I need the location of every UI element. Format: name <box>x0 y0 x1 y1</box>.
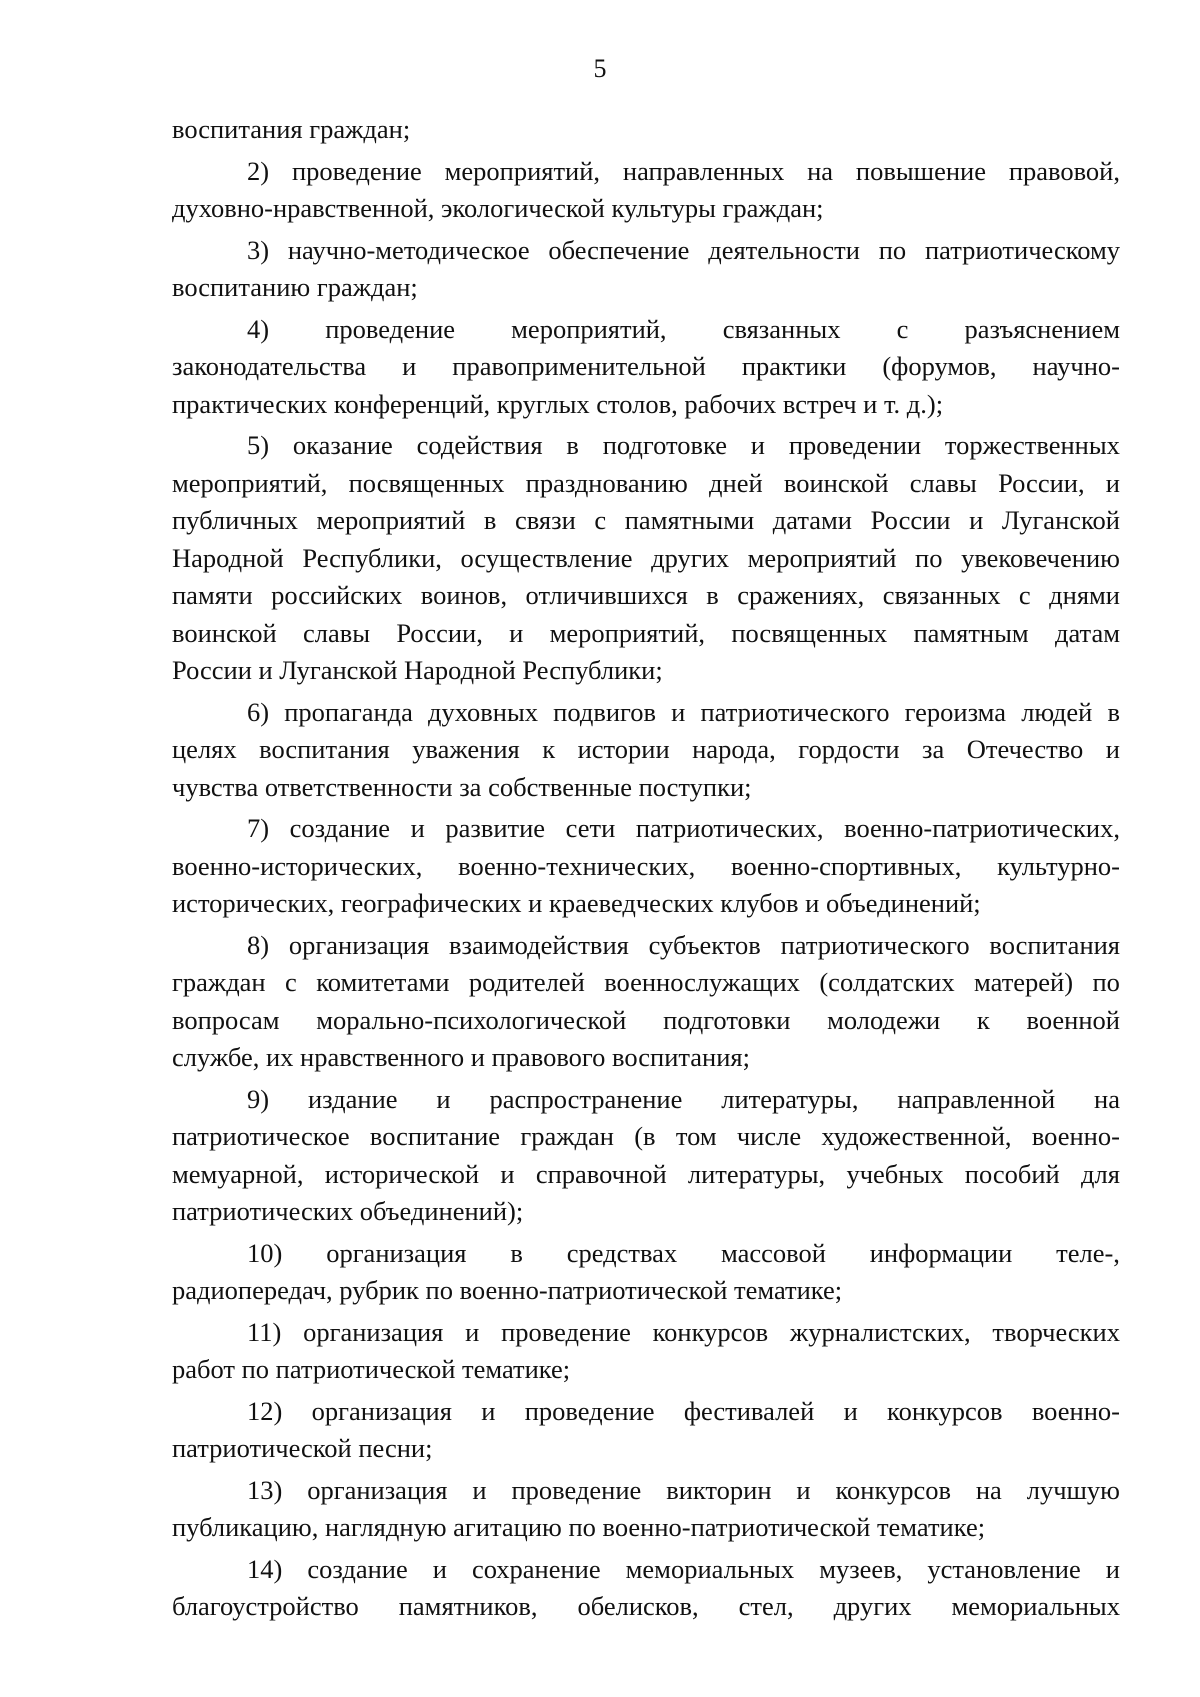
word: уважения <box>412 734 520 764</box>
word: научно-методическое <box>287 234 530 265</box>
word: сети <box>565 813 616 843</box>
word: молодежи <box>827 1004 941 1035</box>
paragraph-line <box>172 1588 1120 1626</box>
word: Народной <box>172 542 284 573</box>
word: народа, <box>692 734 776 764</box>
word: морально-психологической <box>316 1004 627 1035</box>
word: по <box>1092 967 1120 997</box>
word: военно-исторических, <box>172 850 423 881</box>
paragraph-line: патриотической песни; <box>172 1433 433 1463</box>
word: развитие <box>445 813 546 843</box>
paragraph-line <box>172 848 1120 886</box>
paragraph-line: патриотических объединений); <box>172 1196 524 1226</box>
word: 3) <box>247 234 270 265</box>
word: конкурсов <box>835 1474 951 1505</box>
word: мероприятий, <box>444 155 601 186</box>
word: средствах <box>566 1237 678 1268</box>
word: 13) <box>247 1474 283 1505</box>
word: субъектов <box>648 929 761 960</box>
word: воинской <box>783 467 889 498</box>
paragraph-first-line <box>172 1081 1120 1119</box>
word: 10) <box>247 1237 283 1268</box>
word: проведение <box>291 155 422 186</box>
paragraph-line: духовно-нравственной, экологической культуры граждан; <box>172 193 824 223</box>
paragraph-line <box>172 964 1120 1002</box>
word: на <box>1094 1083 1120 1114</box>
word: проведение <box>524 1395 655 1426</box>
word: военно- <box>1031 1121 1120 1151</box>
word: целях <box>172 734 237 764</box>
paragraph-first-line <box>172 927 1120 965</box>
word: воинской <box>172 617 277 648</box>
word: с <box>594 505 607 535</box>
word: и <box>750 430 765 460</box>
word: военно-патриотических, <box>844 813 1120 843</box>
word: и <box>432 1553 447 1584</box>
word: военной <box>1026 1004 1120 1035</box>
paragraph-line: службе, их нравственного и правового воспитания; <box>172 1042 750 1072</box>
word: военно-спортивных, <box>731 850 962 881</box>
paragraph-first-line <box>172 232 1120 270</box>
paragraph-first-line <box>172 153 1120 191</box>
word: и <box>481 1395 496 1426</box>
word: оказание <box>292 430 393 460</box>
word: теле-, <box>1056 1237 1120 1268</box>
word: 7) <box>247 813 270 843</box>
word: 4) <box>247 313 270 344</box>
word: мероприятий, <box>511 313 667 344</box>
word: празднованию <box>525 467 688 498</box>
word: законодательства <box>172 351 367 381</box>
word: осуществление <box>460 542 633 573</box>
paragraph-line: России и Луганской Народной Республики; <box>172 655 663 685</box>
word: славы <box>909 467 977 498</box>
word: и <box>410 813 425 843</box>
word: воспитание <box>369 1121 501 1151</box>
paragraph-line: практических конференций, круглых столов, рабочих встреч и т. д.); <box>172 388 944 419</box>
word: создание <box>289 813 391 843</box>
word: к <box>542 734 556 764</box>
paragraph-line: воспитания граждан; <box>172 114 411 144</box>
word: обеспечение <box>548 234 690 265</box>
word: отличившихся <box>525 580 688 610</box>
word: в <box>483 505 497 535</box>
paragraph-line: воспитанию граждан; <box>172 272 418 302</box>
word: воспитания <box>259 734 390 764</box>
word: датами <box>772 505 852 535</box>
word: подготовке <box>602 430 727 460</box>
word: памяти <box>172 580 253 610</box>
word: (солдатских <box>819 967 955 997</box>
word: деятельности <box>708 234 860 265</box>
word: литературы, <box>687 1158 826 1189</box>
word: благоустройство <box>172 1591 359 1621</box>
word: проведении <box>788 430 922 460</box>
paragraph-first-line <box>172 311 1120 349</box>
word: с <box>896 313 909 344</box>
word: по <box>915 542 943 573</box>
word: для <box>1081 1158 1120 1189</box>
word: днями <box>1049 580 1120 610</box>
paragraph-first-line <box>172 1551 1120 1589</box>
word: и <box>969 505 984 535</box>
word: патриотическое <box>172 1121 350 1151</box>
word: памятными <box>624 505 755 535</box>
word: патриотического <box>780 929 970 960</box>
word: в <box>510 1237 523 1268</box>
paragraph-line <box>172 348 1120 386</box>
word: и <box>436 1083 451 1114</box>
word: и <box>500 1158 515 1189</box>
word: викторин <box>666 1474 772 1505</box>
word: разъяснением <box>964 313 1120 344</box>
word: на <box>975 1474 1002 1505</box>
document-body <box>172 111 1120 1626</box>
word: проведение <box>501 1316 631 1347</box>
word: направленной <box>897 1083 1056 1114</box>
word: обелисков, <box>577 1591 699 1621</box>
word: дней <box>709 467 763 498</box>
word: посвященных <box>731 617 888 648</box>
word: матерей) <box>974 967 1074 997</box>
word: организация <box>307 1474 448 1505</box>
paragraph-line: работ по патриотической тематике; <box>172 1354 571 1384</box>
paragraph-line: исторических, географических и краеведческих клубов и объединений; <box>172 888 981 918</box>
word: создание <box>307 1553 408 1584</box>
paragraph-first-line <box>172 694 1120 732</box>
word: установление <box>927 1553 1081 1584</box>
word: людей <box>1021 696 1093 727</box>
paragraph-first-line <box>172 1314 1120 1352</box>
word: России <box>870 505 951 535</box>
word: с <box>1018 580 1031 610</box>
word: мемуарной, <box>172 1158 304 1189</box>
word: проведение <box>325 313 456 344</box>
word: связи <box>515 505 576 535</box>
word: военнослужащих <box>604 967 800 997</box>
word: 2) <box>247 155 270 186</box>
word: мероприятий <box>316 505 466 535</box>
word: конкурсов <box>652 1316 769 1347</box>
word: духовных <box>428 696 539 727</box>
word: и <box>1105 734 1120 764</box>
word: направленных <box>622 155 785 186</box>
word: 14) <box>247 1553 283 1584</box>
word: фестивалей <box>683 1395 815 1426</box>
word: том <box>675 1121 717 1151</box>
word: вопросам <box>172 1004 280 1035</box>
word: художественной, <box>821 1121 1012 1151</box>
word: пропаганда <box>284 696 413 727</box>
word: публичных <box>172 505 298 535</box>
word: и <box>796 1474 811 1505</box>
word: организация <box>288 929 430 960</box>
word: конкурсов <box>887 1395 1003 1426</box>
word: воспитания <box>989 929 1120 960</box>
word: и <box>472 1474 487 1505</box>
word: в <box>566 430 579 460</box>
word: российских <box>271 580 403 610</box>
word: сражениях, <box>737 580 865 610</box>
word: патриотических, <box>635 813 824 843</box>
word: России, <box>998 467 1085 498</box>
word: мемориальных <box>625 1553 795 1584</box>
word: датам <box>1054 617 1120 648</box>
word: связанных <box>722 313 841 344</box>
paragraph-line <box>172 731 1120 769</box>
word: мероприятий <box>747 542 897 573</box>
word: других <box>651 542 730 573</box>
word: России, <box>396 617 483 648</box>
word: военно-технических, <box>458 850 696 881</box>
word: 8) <box>247 929 270 960</box>
word: Республики, <box>302 542 442 573</box>
word: гордости <box>798 734 900 764</box>
paragraph-first-line <box>172 427 1120 465</box>
word: увековечению <box>961 542 1120 573</box>
word: и <box>1105 467 1120 498</box>
word: правовой, <box>1008 155 1120 186</box>
word: организация <box>303 1316 444 1347</box>
word: взаимодействия <box>448 929 629 960</box>
page-number: 5 <box>593 54 607 83</box>
paragraph-first-line <box>172 810 1120 848</box>
paragraph-line <box>172 1156 1120 1194</box>
word: других <box>833 1591 912 1621</box>
word: организация <box>326 1237 467 1268</box>
word: подготовки <box>663 1004 791 1035</box>
word: и <box>671 696 686 727</box>
word: творческих <box>992 1316 1120 1347</box>
word: правоприменительной <box>452 351 706 381</box>
word: памятников, <box>398 1591 538 1621</box>
word: (форумов, <box>882 351 997 381</box>
word: информации <box>869 1237 1013 1268</box>
paragraph-line: публикацию, наглядную агитацию по военно-патриотической тематике; <box>172 1512 986 1542</box>
word: исторической <box>324 1158 480 1189</box>
word: мемориальных <box>951 1591 1120 1621</box>
word: литературы, <box>721 1083 859 1114</box>
paragraph-line <box>172 502 1120 540</box>
paragraph-first-line <box>172 1393 1120 1431</box>
paragraph-line: радиопередач, рубрик по военно-патриотической тематике; <box>172 1275 843 1305</box>
word: журналистских, <box>789 1316 971 1347</box>
word: за <box>922 734 945 764</box>
word: Отечество <box>966 734 1084 764</box>
word: издание <box>307 1083 398 1114</box>
word: содействия <box>416 430 543 460</box>
word: 5) <box>247 430 270 460</box>
word: повышение <box>855 155 986 186</box>
paragraph-line <box>172 577 1120 615</box>
word: родителей <box>468 967 585 997</box>
word: научно- <box>1032 351 1120 381</box>
word: связанных <box>882 580 1001 610</box>
word: на <box>807 155 834 186</box>
word: граждан <box>520 1121 614 1151</box>
word: музеев, <box>819 1553 903 1584</box>
word: мероприятий, <box>549 617 706 648</box>
word: героизма <box>904 696 1007 727</box>
word: лучшую <box>1026 1474 1120 1505</box>
word: 6) <box>247 696 270 727</box>
word: по <box>878 234 907 265</box>
word: подвигов <box>553 696 656 727</box>
word: и <box>843 1395 858 1426</box>
word: 9) <box>247 1083 270 1114</box>
word: сохранение <box>471 1553 601 1584</box>
word: комитетами <box>316 967 450 997</box>
paragraph-line: чувства ответственности за собственные поступки; <box>172 771 752 802</box>
word: славы <box>302 617 371 648</box>
word: практики <box>741 351 847 381</box>
word: (в <box>634 1121 656 1151</box>
word: в <box>706 580 719 610</box>
word: торжественных <box>944 430 1120 460</box>
word: и <box>465 1316 480 1347</box>
paragraph-first-line <box>172 1235 1120 1273</box>
paragraph-line <box>172 465 1120 503</box>
word: и <box>402 351 417 381</box>
word: и <box>509 617 524 648</box>
word: и <box>1105 1553 1120 1584</box>
paragraph-line <box>172 540 1120 578</box>
paragraph-line <box>172 615 1120 653</box>
word: посвященных <box>348 467 505 498</box>
word: граждан <box>172 967 266 997</box>
word: воинов, <box>420 580 508 610</box>
word: пособий <box>964 1158 1060 1189</box>
word: учебных <box>846 1158 944 1189</box>
word: числе <box>736 1121 802 1151</box>
word: в <box>1107 696 1120 727</box>
word: патриотического <box>700 696 890 727</box>
word: культурно- <box>997 850 1120 881</box>
word: 12) <box>247 1395 283 1426</box>
paragraph-line <box>172 1118 1120 1156</box>
word: массовой <box>721 1237 826 1268</box>
word: организация <box>311 1395 452 1426</box>
word: патриотическому <box>924 234 1120 265</box>
word: распространение <box>489 1083 683 1114</box>
word: истории <box>577 734 670 764</box>
word: памятным <box>913 617 1029 648</box>
word: проведение <box>511 1474 642 1505</box>
word: справочной <box>535 1158 667 1189</box>
word: к <box>976 1004 990 1035</box>
paragraph-first-line <box>172 1472 1120 1510</box>
word: военно- <box>1031 1395 1120 1426</box>
word: 11) <box>247 1316 282 1347</box>
word: мероприятий, <box>172 467 328 498</box>
word: стел, <box>738 1591 794 1621</box>
word: с <box>285 967 297 997</box>
paragraph-line <box>172 1002 1120 1040</box>
word: Луганской <box>1001 505 1120 535</box>
